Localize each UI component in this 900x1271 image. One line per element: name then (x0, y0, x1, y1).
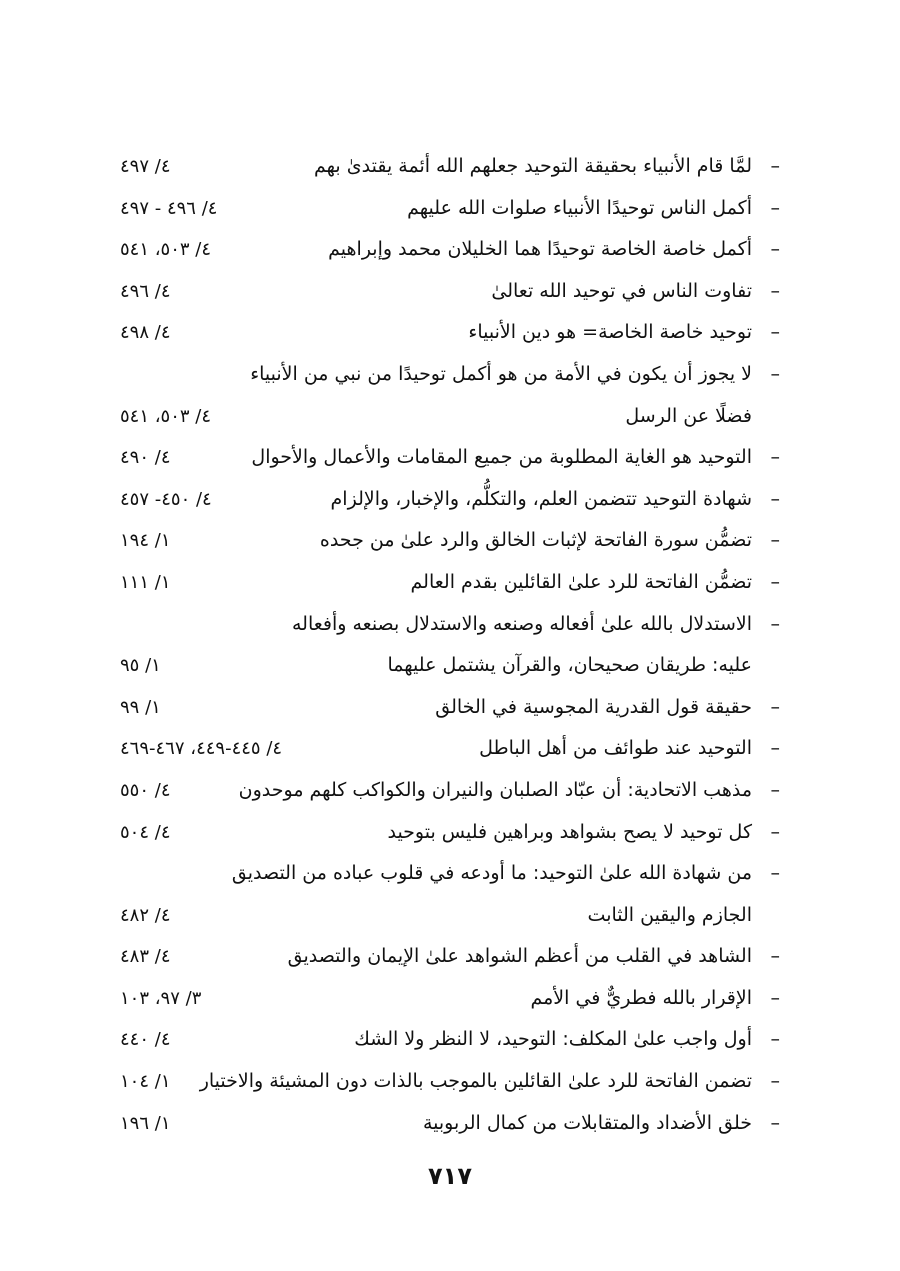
entry-dash: – (770, 986, 780, 1009)
index-entry-line (120, 978, 780, 1020)
entry-dash: – (770, 945, 780, 968)
entry-page-reference: ٣/ ٩٧، ١٠٣ (120, 987, 202, 1009)
index-entries-list (120, 146, 780, 1144)
index-entry-line (120, 312, 780, 354)
index-entry-line (120, 895, 780, 937)
index-entry-line (120, 853, 780, 895)
entry-page-reference: ١/ ٩٥ (120, 655, 161, 677)
entry-text: تضمن الفاتحة للرد علىٰ القائلين بالموجب بالذات دون المشيئة والاختيار (199, 1070, 752, 1093)
entry-dash: – (770, 487, 780, 510)
index-entry-line (120, 1019, 780, 1061)
index-entry-line (120, 645, 780, 687)
entry-dash: – (770, 1111, 780, 1134)
entry-text: عليه: طريقان صحيحان، والقرآن يشتمل عليهما (387, 654, 752, 677)
entry-text: من شهادة الله علىٰ التوحيد: ما أودعه في قلوب عباده من التصديق (231, 862, 752, 885)
entry-dash: – (770, 529, 780, 552)
entry-page-reference: ١/ ٩٩ (120, 696, 161, 718)
entry-dash: – (770, 446, 780, 469)
index-entry-line (120, 188, 780, 230)
index-entry-line (120, 146, 780, 188)
entry-dash: – (770, 612, 780, 635)
entry-text: الشاهد في القلب من أعظم الشواهد علىٰ الإيمان والتصديق (287, 945, 752, 968)
entry-text: الاستدلال بالله علىٰ أفعاله وصنعه والاستدلال بصنعه وأفعاله (291, 612, 752, 635)
entry-text: أكمل الناس توحيدًا الأنبياء صلوات الله عليهم (407, 196, 752, 219)
entry-text: التوحيد عند طوائف من أهل الباطل (479, 737, 752, 760)
entry-dash: – (770, 1028, 780, 1051)
entry-page-reference: ١/ ١٠٤ (120, 1071, 171, 1093)
index-entry-line (120, 520, 780, 562)
entry-text: حقيقة قول القدرية المجوسية في الخالق (435, 695, 752, 718)
entry-dash: – (770, 321, 780, 344)
entry-text: التوحيد هو الغاية المطلوبة من جميع المقامات والأعمال والأحوال (251, 446, 752, 469)
entry-page-reference: ٤/ ٤٩٦ - ٤٩٧ (120, 197, 218, 219)
index-entry-line (120, 812, 780, 854)
entry-page-reference: ٤/ ٥٥٠ (120, 779, 171, 801)
entry-dash: – (770, 196, 780, 219)
entry-page-reference: ١/ ١١١ (120, 571, 171, 593)
entry-page-reference: ٤/ ٤٩٦ (120, 280, 171, 302)
index-entry-line (120, 562, 780, 604)
entry-page-reference: ٤/ ٤٤٠ (120, 1029, 171, 1051)
entry-text: تضمُّن الفاتحة للرد علىٰ القائلين بقدم العالم (410, 570, 752, 593)
entry-dash: – (770, 570, 780, 593)
entry-text: لا يجوز أن يكون في الأمة من هو أكمل توحيدًا من نبي من الأنبياء (250, 362, 752, 385)
entry-text: مذهب الاتحادية: أن عبّاد الصلبان والنيران والكواكب كلهم موحدون (238, 778, 752, 801)
index-entry-line (120, 604, 780, 646)
entry-text: لمَّا قام الأنبياء بحقيقة التوحيد جعلهم الله أئمة يقتدىٰ بهم (314, 155, 752, 177)
entry-dash: – (770, 778, 780, 801)
index-entry-line (120, 687, 780, 729)
entry-page-reference: ٤/ ٤٥٠- ٤٥٧ (120, 488, 212, 510)
entry-page-reference: ٤/ ٤٤٥-٤٤٩، ٤٦٧-٤٦٩ (120, 738, 283, 760)
entry-page-reference: ١/ ١٩٤ (120, 530, 171, 552)
entry-dash: – (770, 1070, 780, 1093)
index-entry-line (120, 354, 780, 396)
entry-text: الإقرار بالله فطريٌّ في الأمم (530, 986, 752, 1009)
page-number: ٧١٧ (428, 1162, 472, 1190)
entry-text: تفاوت الناس في توحيد الله تعالىٰ (491, 279, 752, 302)
entry-dash: – (770, 279, 780, 302)
entry-page-reference: ٤/ ٥٠٤ (120, 821, 171, 843)
index-entry-line (120, 770, 780, 812)
index-entry-line (120, 229, 780, 271)
entry-page-reference: ٤/ ٥٠٣، ٥٤١ (120, 405, 212, 427)
entry-dash: – (770, 362, 780, 385)
entry-page-reference: ٤/ ٤٩٧ (120, 156, 171, 177)
entry-dash: – (770, 695, 780, 718)
index-entry-line (120, 728, 780, 770)
entry-text: تضمُّن سورة الفاتحة لإثبات الخالق والرد علىٰ من جحده (319, 529, 752, 552)
entry-dash: – (770, 862, 780, 885)
index-entry-line (120, 936, 780, 978)
entry-text: شهادة التوحيد تتضمن العلم، والتكلُّم، والإخبار، والإلزام (330, 487, 752, 510)
entry-text: الجازم واليقين الثابت (587, 903, 752, 926)
index-entry-line (120, 1103, 780, 1145)
entry-text: خلق الأضداد والمتقابلات من كمال الربوبية (422, 1111, 752, 1134)
entry-page-reference: ١/ ١٩٦ (120, 1112, 171, 1134)
entry-text: أول واجب علىٰ المكلف: التوحيد، لا النظر ولا الشك (354, 1028, 752, 1051)
index-entry-line (120, 396, 780, 438)
index-entry-line (120, 437, 780, 479)
entry-text: كل توحيد لا يصح بشواهد وبراهين فليس بتوحيد (387, 820, 752, 843)
entry-text: أكمل خاصة الخاصة توحيدًا هما الخليلان محمد وإبراهيم (328, 238, 752, 261)
entry-dash: – (770, 737, 780, 760)
entry-page-reference: ٤/ ٤٩٨ (120, 322, 171, 344)
index-entry-line (120, 1061, 780, 1103)
entry-page-reference: ٤/ ٤٩٠ (120, 447, 171, 469)
entry-dash: – (770, 238, 780, 261)
entry-page-reference: ٤/ ٥٠٣، ٥٤١ (120, 239, 212, 261)
entry-text: فضلًا عن الرسل (625, 404, 752, 427)
entry-page-reference: ٤/ ٤٨٢ (120, 904, 171, 926)
entry-dash: – (770, 155, 780, 177)
index-entry-line (120, 479, 780, 521)
entry-dash: – (770, 820, 780, 843)
entry-text: توحيد خاصة الخاصة= هو دين الأنبياء (468, 321, 752, 344)
entry-page-reference: ٤/ ٤٨٣ (120, 946, 171, 968)
index-entry-line (120, 271, 780, 313)
